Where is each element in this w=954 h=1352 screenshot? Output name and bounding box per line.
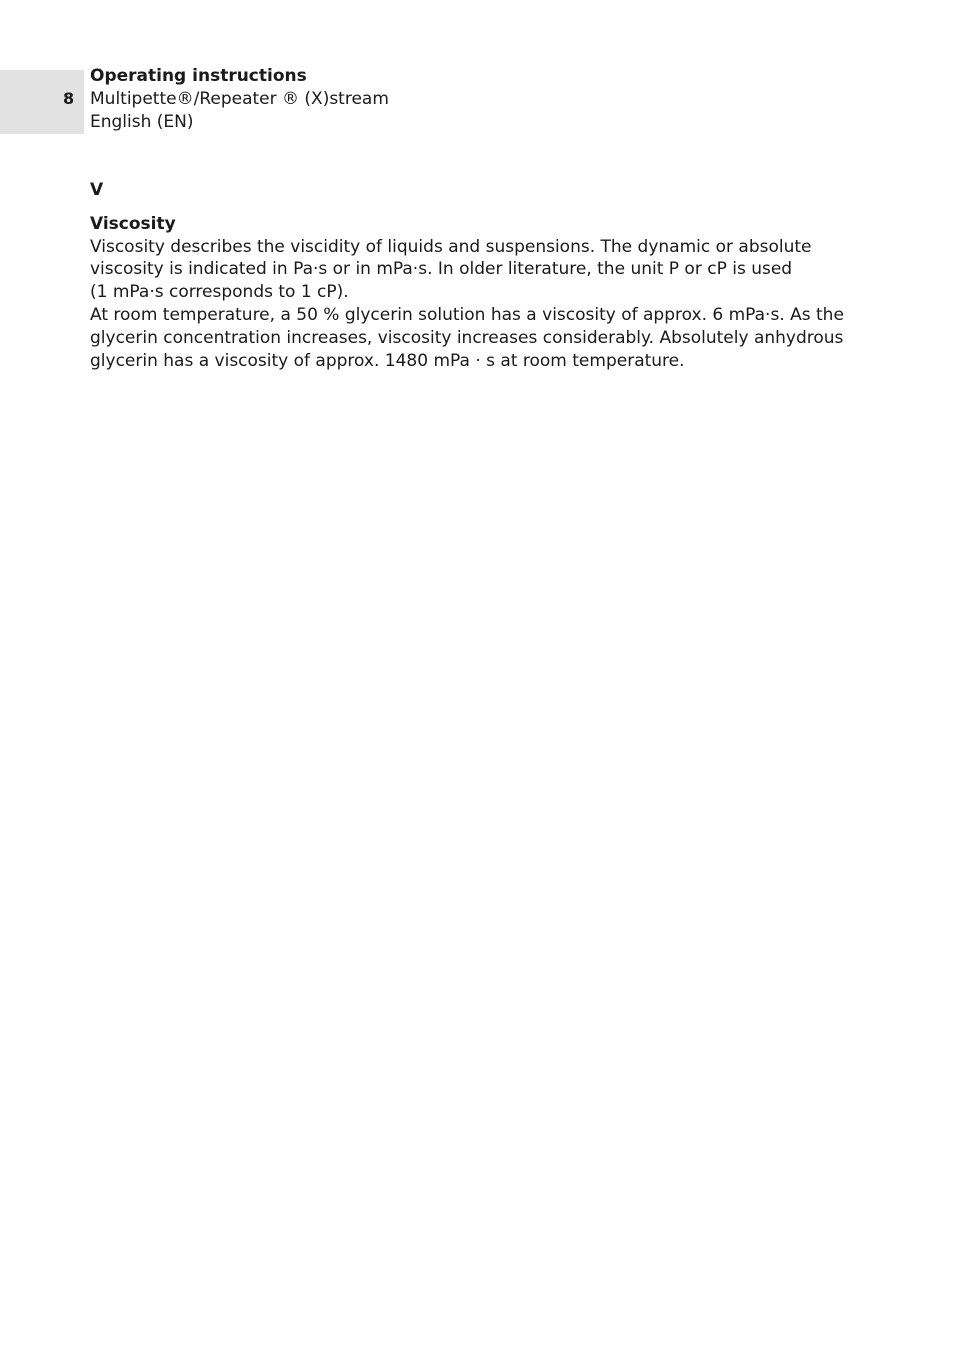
definition-paragraph: (1 mPa·s corresponds to 1 cP). xyxy=(90,282,349,303)
product-name: Multipette®/Repeater ® (X)stream xyxy=(90,89,389,109)
language-label: English (EN) xyxy=(90,112,194,132)
definition-paragraph: Viscosity describes the viscidity of liquids and suspensions. The dynamic or absolute viscosity is indicated in Pa·s or in mPa·s. In older literature, the unit P or cP is used xyxy=(90,236,812,280)
glossary-section xyxy=(90,179,870,372)
term-heading: Viscosity xyxy=(90,213,176,234)
document-title: Operating instructions xyxy=(90,66,307,86)
page-number: 8 xyxy=(63,89,75,108)
glossary-letter: V xyxy=(90,180,104,200)
running-header xyxy=(90,65,389,134)
definition-paragraph: At room temperature, a 50 % glycerin solution has a viscosity of approx. 6 mPa·s. As the glycerin concentration increases, viscosity increases considerably. Absolutely anhydrous glycerin has a viscosity of approx. 1480 mPa · s at room temperature. xyxy=(90,304,844,371)
